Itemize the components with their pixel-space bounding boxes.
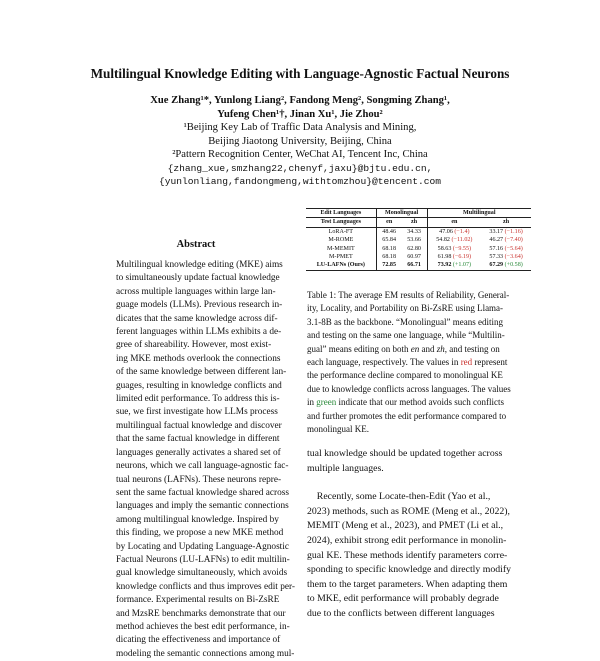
abstract-line: gree of shareability. However, most exist- <box>116 340 272 351</box>
multi-en-cell: 47.06 (−1.4) <box>427 227 481 236</box>
mono-zh-cell: 66.71 <box>402 261 427 270</box>
abstract-line: guage models (LLMs). Previous research in- <box>116 300 283 311</box>
delta-value: (−5.64) <box>504 245 523 252</box>
abstract-line: ferent languages within LLMs exhibits a de- <box>116 327 282 338</box>
body-line: 2024), exhibit strong edit performance in monolin- <box>307 534 507 546</box>
delta-value: (−7.40) <box>504 237 523 244</box>
abstract-line: gual knowledge simultaneously, which avoids <box>116 568 288 579</box>
abstract-line: method achieves the best edit performance, in- <box>116 621 290 632</box>
caption-line: ity, Locality, and Portability on Bi-ZsRE using Llama- <box>307 303 504 314</box>
author-line-2: Yufeng Chen¹†, Jinan Xu¹, Jie Zhou² <box>217 108 383 120</box>
caption-line: due to knowledge conflicts across languages. The values <box>307 383 511 394</box>
mono-zh-cell: 53.66 <box>407 237 421 244</box>
abstract-line: that the same factual knowledge in different <box>116 434 280 445</box>
mono-en-cell: 68.18 <box>376 245 401 253</box>
email-line-1[interactable]: {zhang_xue,smzhang22,chenyf,jaxu}@bjtu.edu.cn, <box>167 162 433 174</box>
mono-en-cell: 65.84 <box>376 236 401 244</box>
author-block <box>0 94 600 189</box>
caption-line: the performance decline compared to monolingual KE <box>307 370 503 381</box>
delta-value: (−9.55) <box>452 245 472 252</box>
email-line-2[interactable]: {yunlonliang,fandongmeng,withtomzhou}@tencent.com <box>158 176 442 188</box>
abstract-line: among multilingual knowledge. Inspired by <box>116 514 279 525</box>
multi-en-cell: 54.82 (−11.02) <box>427 236 481 244</box>
caption-line: monolingual KE. <box>307 423 369 434</box>
abstract-line: knowledge conflicts and thus improves edit per- <box>116 581 295 592</box>
multi-zh-cell: 46.27 (−7.40) <box>489 237 523 244</box>
table-row <box>306 227 531 236</box>
abstract-line: neurons, which we call language-agnostic fac- <box>116 461 289 472</box>
body-line: MEMIT (Meng et al., 2023), and PMET (Li et al., <box>307 520 504 532</box>
delta-value: (−6.19) <box>452 254 472 261</box>
mono-en-cell: 72.85 <box>376 261 401 270</box>
header-mono-en: en <box>376 218 401 227</box>
green-word: green <box>316 397 337 408</box>
body-line: multiple languages. <box>307 462 384 474</box>
caption-line: Table 1: The average EM results of Reliability, General- <box>307 290 510 300</box>
abstract-line: Factual Neurons (LU-LAFNs) to edit multilin- <box>116 554 290 565</box>
mono-zh-cell: 62.80 <box>407 245 421 252</box>
method-cell: LoRA-FT <box>328 228 354 235</box>
delta-value: (+0.58) <box>504 262 523 269</box>
body-line: Recently, some Locate-then-Edit (Yao et al., <box>307 491 491 503</box>
abstract-line: dicating the effectiveness and importance of <box>116 635 281 646</box>
abstract-line: formance. Experimental results on Bi-ZsRE <box>116 595 280 606</box>
table-row <box>306 261 531 270</box>
caption-line: and further promotes the edit performance compared to <box>307 410 507 421</box>
multi-zh-cell: 67.29 (+0.58) <box>481 261 531 270</box>
red-word: red <box>460 356 473 367</box>
caption-line: each language, respectively. The values in red represent <box>307 356 508 367</box>
body-line: tual knowledge should be updated together across <box>307 448 503 459</box>
mono-zh-cell: 60.97 <box>407 254 421 261</box>
abstract-line: ing MKE methods overlook the connections <box>116 353 281 364</box>
method-cell: LU-LAFNs (Ours) <box>306 261 376 270</box>
mono-zh-cell: 34.33 <box>407 228 421 235</box>
header-mono-zh: zh <box>402 218 427 227</box>
affiliation-2: ²Pattern Recognition Center, WeChat AI, Tencent Inc, China <box>172 149 428 161</box>
abstract-line: this finding, we propose a new MKE method <box>116 528 284 539</box>
multi-zh-cell: 57.16 (−5.64) <box>489 245 523 252</box>
affiliation-1b: Beijing Jiaotong University, Beijing, China <box>208 135 392 147</box>
table-row <box>306 236 531 244</box>
delta-value: (−3.64) <box>504 254 523 261</box>
header-multi-zh: zh <box>481 218 531 227</box>
table-row <box>306 245 531 253</box>
caption-line: gual” means editing on both en and zh, and testing on <box>307 343 500 354</box>
paper-title: Multilingual Knowledge Editing with Language-Agnostic Factual Neurons <box>90 66 510 81</box>
table-row <box>306 253 531 261</box>
caption-line: and testing on the same one language, while “Multilin- <box>307 330 505 341</box>
author-line-1: Xue Zhang¹*, Yunlong Liang², Fandong Meng², Songming Zhang¹, <box>150 95 450 106</box>
method-cell: M-ROME <box>328 237 354 244</box>
abstract-line: tual neurons (LAFNs). These neurons repre- <box>116 474 282 485</box>
abstract-line: by Locating and Updating Language-Agnostic <box>116 541 289 552</box>
table-header-row-1 <box>306 209 531 218</box>
abstract-line: guages, resulting in knowledge conflicts and <box>116 380 282 391</box>
header-test-languages: Test Languages <box>306 218 376 227</box>
delta-value: (−11.02) <box>451 237 473 244</box>
delta-value: (−1.16) <box>504 228 523 235</box>
caption-line: in green indicate that our method avoids such conflicts <box>307 397 504 408</box>
body-line: gual KE. These methods identify parameters corre- <box>307 549 508 561</box>
mono-en-cell: 48.46 <box>376 227 401 236</box>
multi-en-cell: 73.92 (+1.07) <box>427 261 481 270</box>
abstract-line: limited edit performance. To address this is- <box>116 394 280 405</box>
method-cell: M-MEMIT <box>326 245 355 252</box>
body-line: to MKE, edit performance will probably degrade <box>307 593 499 605</box>
abstract-line: multilingual factual knowledge and discover <box>116 420 282 431</box>
abstract-line: across multiple languages within large lan- <box>116 286 276 297</box>
results-table <box>306 208 531 271</box>
delta-value: (−1.4) <box>454 228 470 235</box>
body-line <box>307 476 533 490</box>
abstract-line: Multilingual knowledge editing (MKE) aims <box>116 260 283 270</box>
abstract-line: sent the same factual knowledge shared across <box>116 487 289 498</box>
abstract-line: to simultaneously update factual knowledge <box>116 273 280 284</box>
abstract-line: sue, we first investigate how LLMs process <box>116 407 278 418</box>
header-multi-en: en <box>427 218 481 227</box>
table-header-row-2 <box>306 218 531 227</box>
multi-en-cell: 61.98 (−6.19) <box>427 253 481 261</box>
header-monolingual: Monolingual <box>376 209 427 218</box>
abstract-heading: Abstract <box>176 239 216 250</box>
multi-zh-cell: 57.33 (−3.64) <box>489 254 523 261</box>
abstract-body <box>116 259 295 661</box>
body-line: sponding to specific knowledge and directly modify <box>307 564 512 576</box>
header-edit-languages: Edit Languages <box>306 209 376 218</box>
right-column-body <box>307 447 533 622</box>
body-line: due to the conflicts between different languages <box>307 607 495 619</box>
delta-value: (+1.07) <box>452 262 472 269</box>
mono-en-cell: 68.18 <box>376 253 401 261</box>
body-line: them to the target parameters. When adapting them <box>307 578 508 590</box>
abstract-line: languages and imply the semantic connections <box>116 501 289 512</box>
body-line: 2023) methods, such as ROME (Meng et al., 2022), <box>307 505 510 517</box>
caption-line: 3.1-8B as the backbone. “Monolingual” means editing <box>307 316 503 327</box>
multi-en-cell: 58.63 (−9.55) <box>427 245 481 253</box>
abstract-line: and MzsRE benchmarks demonstrate that our <box>116 608 286 619</box>
method-cell: M-PMET <box>329 254 353 261</box>
affiliation-1a: ¹Beijing Key Lab of Traffic Data Analysis and Mining, <box>183 122 417 134</box>
abstract-line: of the same knowledge between different lan- <box>116 367 287 378</box>
table-caption <box>307 289 533 436</box>
abstract-line: languages generally activates a shared set of <box>116 447 281 458</box>
multi-zh-cell: 33.17 (−1.16) <box>489 228 523 235</box>
header-multilingual: Multilingual <box>427 209 531 218</box>
abstract-line: dicates that the same knowledge across dif- <box>116 313 278 324</box>
abstract-line: modeling the semantic connections among mul- <box>116 648 295 659</box>
